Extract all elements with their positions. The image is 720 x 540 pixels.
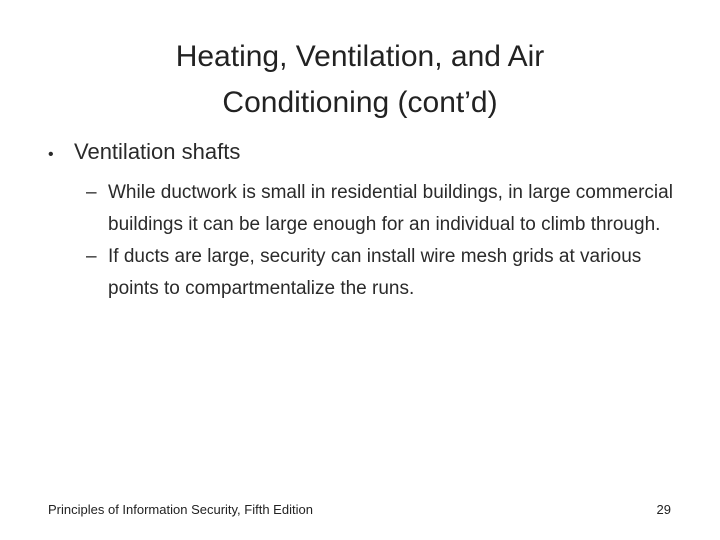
sub-bullet-text: If ducts are large, security can install wire mesh grids at various points to compartmentalize the runs. bbox=[108, 246, 642, 299]
bullet-text: Ventilation shafts bbox=[74, 139, 241, 164]
bullet-marker: • bbox=[48, 146, 54, 163]
title-line-1: Heating, Ventilation, and Air bbox=[175, 40, 545, 73]
sub-bullet-item bbox=[86, 177, 688, 241]
bullet-list bbox=[48, 136, 688, 305]
slide-footer: Principles of Information Security, Fifth Edition bbox=[48, 502, 313, 517]
sub-bullet-item bbox=[86, 241, 688, 305]
sub-bullet-marker: – bbox=[86, 246, 97, 267]
sub-bullet-list bbox=[48, 177, 688, 305]
title-line-2: Conditioning (cont’d) bbox=[222, 86, 498, 119]
bullet-item bbox=[48, 136, 688, 171]
sub-bullet-marker: – bbox=[86, 182, 97, 203]
page-number: 29 bbox=[656, 502, 671, 517]
sub-bullet-text: While ductwork is small in residential buildings, in large commercial buildings it can be large enough for an individual to climb through. bbox=[108, 182, 673, 235]
slide-title bbox=[60, 34, 660, 126]
